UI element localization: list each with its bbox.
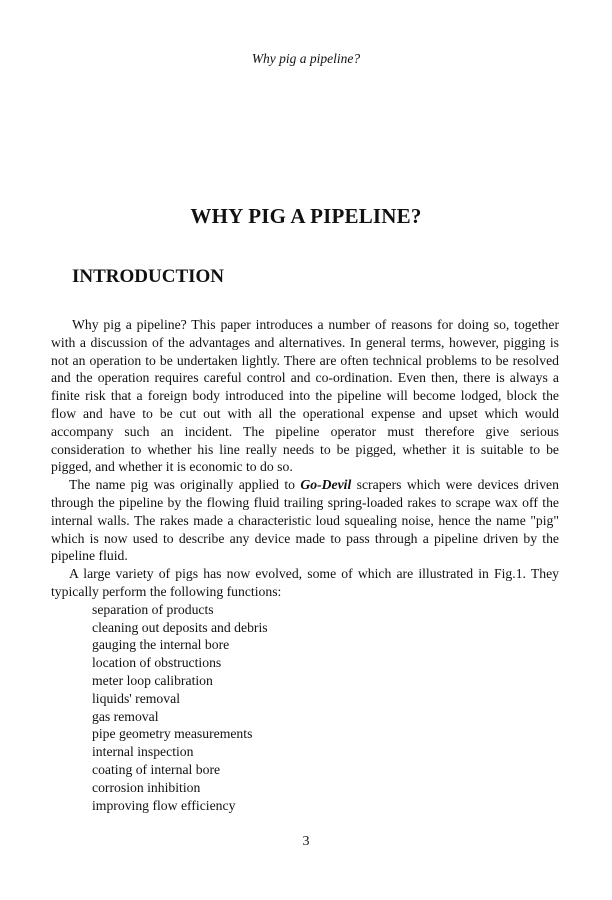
list-item: internal inspection xyxy=(92,744,194,760)
chapter-title: WHY PIG A PIPELINE? xyxy=(190,204,422,228)
list-item: coating of internal bore xyxy=(92,761,221,777)
go-devil-term: Go-Devil xyxy=(300,477,352,493)
page-number: 3 xyxy=(302,834,310,849)
functions-list xyxy=(51,601,559,815)
paragraph-1: Why pig a pipeline? This paper introduces a number of reasons for doing so, together with a discussion of the advantages and alternatives. In general terms, however, pigging is not an operation to be undertaken lightly. There are often technical problems to be resolved and the operation requires careful control and co-ordination. Even then, there is always a finite risk that a foreign body introduced into the pipeline will become lodged, block the flow and have to be cut out with all the operational expense and upset which would accompany such an incident. The pipeline operator must therefore give serious consideration to whether his line really needs to be pigged, whether it is suitable to be pigged, and whether it is economic to do so. xyxy=(51,317,559,475)
running-header: Why pig a pipeline? xyxy=(251,51,361,66)
list-item: gauging the internal bore xyxy=(92,637,230,653)
paragraph-2 xyxy=(51,476,559,565)
body-text xyxy=(51,316,559,814)
paragraph-2-end: scrapers which were devices driven through the pipeline by the flowing fluid trailing spring-loaded rakes to scrape wax off the internal walls. The rakes made a characteristic loud squealing noise, hence the name "pig" which is now used to describe any device made to pass through a pipeline driven by the pipeline fluid. xyxy=(51,477,559,564)
list-item: liquids' removal xyxy=(92,690,180,706)
list-item: location of obstructions xyxy=(92,655,222,671)
list-item: corrosion inhibition xyxy=(92,779,201,795)
list-item: cleaning out deposits and debris xyxy=(92,619,268,635)
paragraph-2-start: The name pig was originally applied to xyxy=(69,477,301,493)
list-item: improving flow efficiency xyxy=(92,797,236,813)
list-item: meter loop calibration xyxy=(92,672,213,688)
list-item: separation of products xyxy=(92,601,214,617)
paragraph-3: A large variety of pigs has now evolved, some of which are illustrated in Fig.1. They typically perform the following functions: xyxy=(51,566,559,599)
section-heading: INTRODUCTION xyxy=(72,266,225,287)
list-item: gas removal xyxy=(92,708,159,724)
list-item: pipe geometry measurements xyxy=(92,726,253,742)
